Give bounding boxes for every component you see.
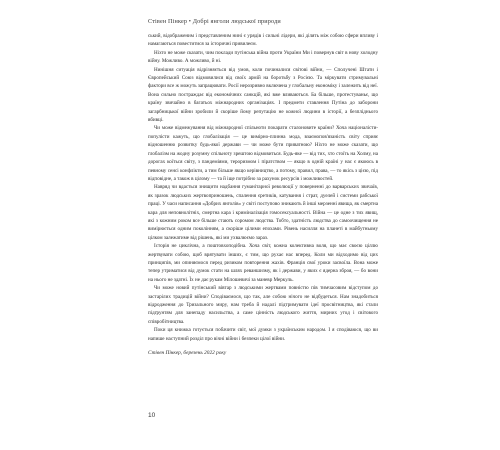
paragraph: Навряд чи вдасться знищити надбання гуманітарної революції у поверненні до варварських звичаїв, як зразок людських жертвоприношень, спалення єретиків, катування і страт, дуелей і системи рабської праці. У часи написання «Добрих янголів» у світі поступово зникають й інші мерзенні явища, як смертна кара для неповнолітніх, смертна кара і криміналізація гомосексуальності. Війна — це одне з тих явищ, які з кожним роком все більше стають соромом людства. Тобто, здатність людства до самоочищення не вимірюється одним поколінням, а скоріше цілими епохами. Рівень насилля на планеті в майбутньому цілком залежатиме від рішень, які ми ухвалюємо зараз.	[148, 184, 378, 241]
body-text	[148, 32, 378, 357]
page-number: 10	[148, 412, 156, 419]
paragraph: Ніхто не може сказати, чим поклади путінська війна проти України Ми і повернув світ в нову холодну війну. Можливо. А можливо, й ні.	[148, 49, 378, 65]
paragraph: Чи може новий путінський вівтар з людськими жертвами повністю пів тимчасовим відступом до застарілих традицій війни? Сподіваємося, що так, але собою нічого не відбудеться. Нам знадобиться відродження до Тризального миру, нам треба й надалі підтримувати ідеї просвітництва, які стали підґрунтям для занепаду насильства, а саме цінність людського життя, мирних угод і світового співробітництва.	[148, 285, 378, 325]
author-signature: Стівен Пінкер, березень 2022 року	[148, 350, 227, 357]
paragraph: Історія не циклічна, а поштовхоподібна. Хоча світ, кожна колективна воля, що має своєю ціллю жертвувати собою, щоб врятувати інших, є тим, що рухає нас вперед. Коли ми відходимо від цих принципів, ми опиняємося перед ризиком повторення жахів. Франція свої уроки засвоїла. Вона може тепер утриматися від думок стати на шлях реваншизму, як і держави, у яких є ядерна зброя, — бо вони на нього не здатні. Їх не дає рукам Мілошевичі за маневр Меркуль.	[148, 243, 378, 283]
paragraph: Чи може відмежування від міжнародної спільноти покарати сталоновите країни? Хоча націоналісти-популісти кажуть, що глобалізація — це вимірно-плинна мода, взаємопов'язаність світу сприяє відношенню розвитку будь-якої держави — чи може бути приватною? Ніхто не може сказати, що глобалізм на жодну розумну спільноту зрештою відмовиться. Будь-яке — від тих, хто стоїть на Холму, на дорогах коїться світу, з пандеміями, тероризмом і піратством — якщо в одній країні у нас є якоюсь в певному сенсі конфлікти, а тим більше якщо керівництво, а потому, правил, права, — то якісь з цією, під відповідне, а також в цілому — та й іще потрібно за рахунок ресурсів і можливостей.	[148, 125, 378, 182]
paragraph: Нинішня ситуація відрізняється від умов, коли починалися світові війни, — Сполучені Штати і Європейський Союз відмовилися від своїх армій на боротьбу з Росією. Та міркувати стримувальні фактори все ж можуть запрацювати. Росії нерозривно включена у глобальну економіку і залежить від неї. Вона сильно постраждає від економічних санкцій, які вже вливаються. Ба більше, протестуваньє, що країну звичайно в багатьох міжнародних організаціях. І предмети ставлення Путіна до заборони загарбницької війни зробили й скоріше йому репутацію не кожної людини в історії, а безпліднього вбивці.	[148, 66, 378, 124]
paragraph: Поки ця книжка готується побачити світ, мої думки з українським народом. І я сподіваюся, що ви напише наступний розділ про вічні війни і безпеки цілої війни.	[148, 327, 378, 342]
paragraph: ський, відображеним і представленим нині є урядів і сильні лідери, які ділять між собою сфери впливу і намагаються повеститися за історичні привилеєм.	[148, 33, 378, 48]
running-header: Стівен Пінкер • Добрі янголи людської природи	[148, 18, 281, 25]
